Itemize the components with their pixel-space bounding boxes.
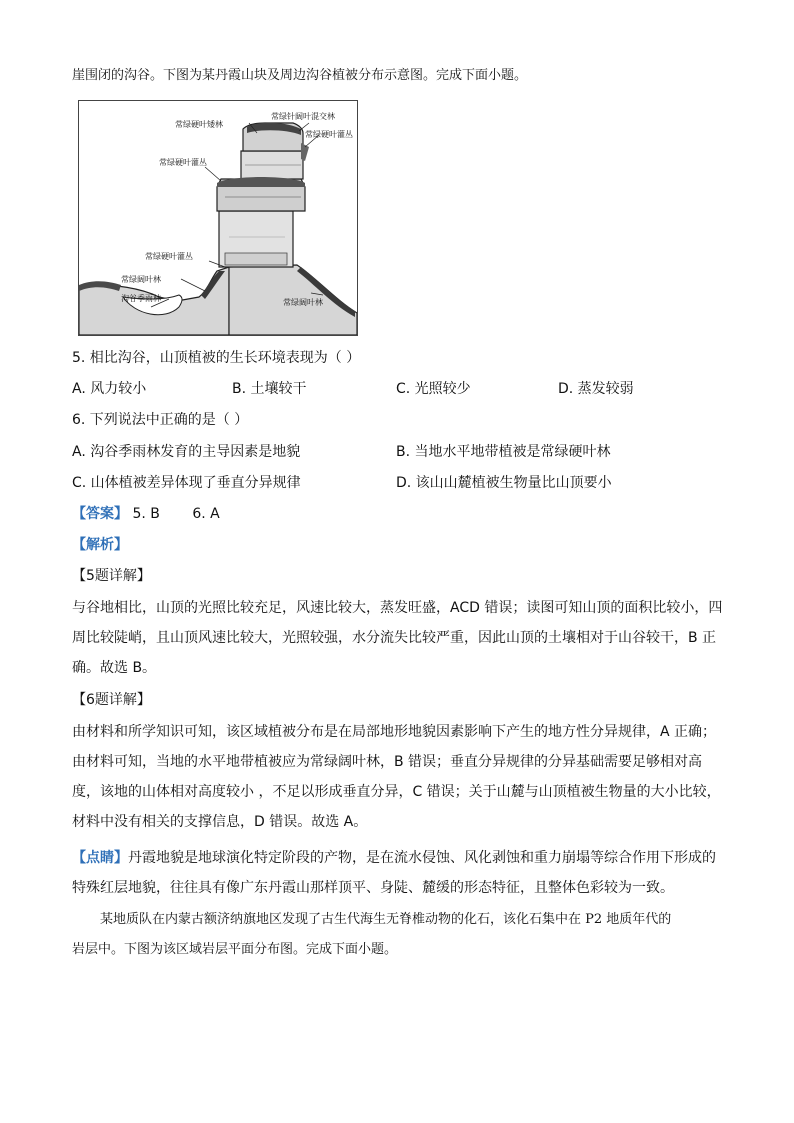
q6-option-a[interactable]: A. 沟谷季雨林发育的主导因素是地貌: [72, 444, 301, 460]
label-right-upper: 常绿硬叶灌丛: [305, 130, 353, 139]
detail5-text: 与谷地相比，山顶的光照比较充足，风速比较大，蒸发旺盛，ACD 错误；读图可知山顶的面积比较小，四周比较陡峭，且山顶风速比较大，光照较强，水分流失比较严重，因此山顶的土壤相对于山谷较干，B 正确。故选 B。: [72, 600, 723, 676]
next-material-line2: 岩层中。下图为该区域岩层平面分布图。完成下面小题。: [72, 942, 398, 957]
q6-option-c[interactable]: C. 山体植被差异体现了垂直分异规律: [72, 475, 301, 491]
answer-line: [72, 504, 220, 524]
q5-option-c[interactable]: C. 光照较少: [396, 381, 471, 397]
vegetation-diagram-svg: [79, 101, 357, 335]
label-valley: 沟谷季雨林: [121, 294, 161, 303]
highlight-label: 【点睛】: [72, 850, 128, 866]
q5-option-d[interactable]: D. 蒸发较弱: [558, 381, 634, 397]
label-right-broadleaf: 常绿阔叶林: [283, 298, 323, 307]
answer-label: 【答案】: [72, 506, 128, 522]
highlight-block: [72, 843, 724, 903]
highlight-text: 丹霞地貌是地球演化特定阶段的产物，是在流水侵蚀、风化剥蚀和重力崩塌等综合作用下形成的特殊红层地貌，往往具有像广东丹霞山那样顶平、身陡、麓缓的形态特征，且整体色彩较为一致。: [72, 850, 716, 896]
q6-stem: 6. 下列说法中正确的是（ ）: [72, 412, 249, 428]
analysis-label: 【解析】: [72, 537, 128, 553]
next-material-line1: 某地质队在内蒙古额济纳旗地区发现了古生代海生无脊椎动物的化石，该化石集中在 P2 地质年代的: [100, 912, 672, 927]
answer-q6: 6. A: [192, 506, 220, 522]
q6-option-b[interactable]: B. 当地水平地带植被是常绿硬叶林: [396, 444, 611, 460]
q5-option-a[interactable]: A. 风力较小: [72, 381, 147, 397]
detail5-label: 【5题详解】: [72, 568, 151, 584]
label-left-mid: 常绿硬叶灌丛: [159, 158, 207, 167]
right-cliff-veg: [301, 143, 309, 161]
label-top-right: 常绿针阔叶混交林: [271, 112, 335, 121]
intro-line: 崖围闭的沟谷。下图为某丹霞山块及周边沟谷植被分布示意图。完成下面小题。: [72, 68, 528, 83]
q5-option-b[interactable]: B. 土壤较干: [232, 381, 307, 397]
detail6-label: 【6题详解】: [72, 692, 151, 708]
q5-stem: 5. 相比沟谷，山顶植被的生长环境表现为（ ）: [72, 350, 361, 366]
detail6-text: 由材料和所学知识可知，该区域植被分布是在局部地形地貌因素影响下产生的地方性分异规律，A 正确；由材料可知，当地的水平地带植被应为常绿阔叶林，B 错误；垂直分异规律的分异基础需要足够相对高度，该地的山体相对高度较小 ，不足以形成垂直分异，C 错误；关于山麓与山顶植被生物量的大小比较，材料中没有相关的支撑信息，D 错误。故选 A。: [72, 724, 721, 830]
vegetation-diagram: [78, 100, 358, 336]
q6-option-d[interactable]: D. 该山山麓植被生物量比山顶要小: [396, 475, 612, 491]
label-top-left: 常绿硬叶矮林: [175, 120, 223, 129]
label-left-broadleaf: 常绿阔叶林: [121, 275, 161, 284]
label-left-low: 常绿硬叶灌丛: [145, 252, 193, 261]
mesa-neck: [225, 253, 287, 265]
answer-q5: 5. B: [132, 506, 160, 522]
